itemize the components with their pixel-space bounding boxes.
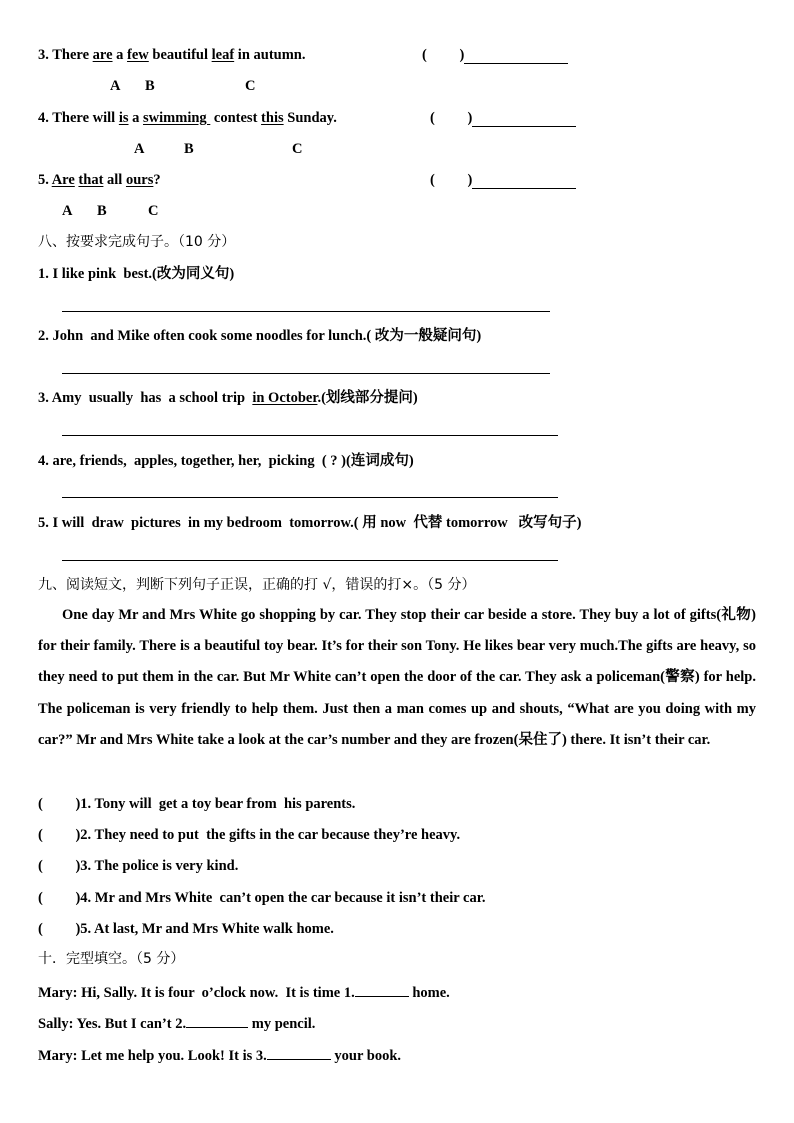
- q5-answer-line[interactable]: [472, 174, 576, 189]
- q5-option-c: C: [148, 203, 159, 219]
- q3-answer-parens[interactable]: [422, 46, 568, 64]
- s8-item-3: [38, 389, 418, 407]
- cloze-line-3-tail: your book.: [330, 1048, 402, 1064]
- question-3: [38, 46, 306, 64]
- answer-parens: ( ): [430, 172, 473, 188]
- q5-option-a: A: [62, 203, 73, 219]
- tf-item-2[interactable]: ( )2. They need to put the gifts in the car because they’re heavy.: [38, 827, 461, 843]
- cloze-line-2-text: Sally: Yes. But I can’t 2.: [38, 1016, 187, 1032]
- s8-answer-line-3[interactable]: [62, 435, 558, 436]
- s8-item-3-tail: .(划线部分提问): [317, 390, 418, 406]
- q5-underlined-c: ours: [125, 172, 154, 188]
- q4-option-c: C: [292, 141, 303, 157]
- s8-answer-line-1[interactable]: [62, 311, 550, 312]
- q3-text: beautiful: [148, 47, 212, 63]
- answer-parens: ( ): [422, 47, 465, 63]
- q4-text: There will: [52, 110, 119, 126]
- tf-item-5[interactable]: ( )5. At last, Mr and Mrs White walk home.: [38, 921, 334, 937]
- q4-text: a: [128, 110, 144, 126]
- q4-underlined-c: this: [261, 110, 284, 126]
- q4-underlined-b: swimming: [143, 110, 211, 126]
- cloze-line-3-text: Mary: Let me help you. Look! It is 3.: [38, 1048, 267, 1064]
- s8-answer-line-4[interactable]: [62, 497, 558, 498]
- cloze-line-2: [38, 1013, 315, 1033]
- q3-number: 3.: [38, 47, 53, 63]
- s8-item-1: 1. I like pink best.(改为同义句): [38, 266, 235, 282]
- tf-item-3[interactable]: ( )3. The police is very kind.: [38, 858, 239, 874]
- tf-item-4[interactable]: ( )4. Mr and Mrs White can’t open the car because it isn’t their car.: [38, 890, 486, 906]
- s8-item-2: 2. John and Mike often cook some noodles for lunch.( 改为一般疑问句): [38, 328, 482, 344]
- cloze-line-2-tail: my pencil.: [248, 1016, 316, 1032]
- tf-item-1[interactable]: ( )1. Tony will get a toy bear from his parents.: [38, 796, 356, 812]
- q5-underlined-a: Are: [51, 172, 75, 188]
- q4-option-b: B: [184, 141, 194, 157]
- q4-option-a: A: [134, 141, 145, 157]
- q4-underlined-a: is: [118, 110, 129, 126]
- q5-text: all: [103, 172, 126, 188]
- q3-text: There: [52, 47, 93, 63]
- q3-option-c: C: [245, 78, 256, 94]
- q5-number: 5.: [38, 172, 52, 188]
- q4-text: Sunday.: [283, 110, 337, 126]
- cloze-blank-1[interactable]: [355, 982, 409, 997]
- cloze-blank-2[interactable]: [186, 1013, 248, 1028]
- q3-option-a: A: [110, 78, 121, 94]
- q4-answer-line[interactable]: [472, 112, 576, 127]
- q3-underlined-c: leaf: [211, 47, 235, 63]
- s8-item-3-text: 3. Amy usually has a school trip: [38, 390, 253, 406]
- s8-item-5: 5. I will draw pictures in my bedroom tomorrow.( 用 now 代替 tomorrow 改写句子): [38, 515, 582, 531]
- q3-underlined-b: few: [127, 47, 149, 63]
- q5-underlined-b: that: [78, 172, 104, 188]
- cloze-line-1-tail: home.: [408, 985, 450, 1001]
- q3-text: in autumn.: [234, 47, 306, 63]
- s8-item-4: 4. are, friends, apples, together, her, picking ( ? )(连词成句): [38, 453, 414, 469]
- section-9-heading: 九、阅读短文，判断下列句子正误，正确的打 √，错误的打×。（5 分）: [38, 577, 476, 593]
- q5-answer-parens[interactable]: [430, 171, 576, 189]
- q4-text: contest: [210, 110, 262, 126]
- question-5: [38, 171, 161, 189]
- q3-option-b: B: [145, 78, 155, 94]
- q5-option-b: B: [97, 203, 107, 219]
- section-8-heading: 八、按要求完成句子。（10 分）: [38, 234, 236, 250]
- cloze-line-1-text: Mary: Hi, Sally. It is four o’clock now. It is time 1.: [38, 985, 355, 1001]
- s8-item-3-underlined: in October: [252, 390, 318, 406]
- s8-answer-line-5[interactable]: [62, 560, 558, 561]
- cloze-blank-3[interactable]: [267, 1045, 331, 1060]
- s8-answer-line-2[interactable]: [62, 373, 550, 374]
- q4-answer-parens[interactable]: [430, 109, 576, 127]
- cloze-line-1: [38, 982, 450, 1002]
- reading-passage: One day Mr and Mrs White go shopping by car. They stop their car beside a store. They buy a lot of gifts(礼物) for their family. There is a beautiful toy bear. It’s for their son Tony. He likes bear very much.The gifts are heavy, so they need to put them in the car. But Mr White can’t open the door of the car. They ask a policeman(警察) for help. The policeman is very friendly to help them. Just then a man comes up and shouts, “What are you doing with my car?” Mr and Mrs White take a look at the car’s number and they are frozen(呆住了) there. It isn’t their car.: [38, 607, 756, 748]
- q3-answer-line[interactable]: [464, 49, 568, 64]
- q4-number: 4.: [38, 110, 53, 126]
- q5-text: ?: [153, 172, 161, 188]
- question-4: [38, 109, 337, 127]
- q3-underlined-a: are: [92, 47, 113, 63]
- section-10-heading: 十．完型填空。（5 分）: [38, 951, 185, 967]
- q3-text: a: [112, 47, 128, 63]
- answer-parens: ( ): [430, 110, 473, 126]
- cloze-line-3: [38, 1045, 401, 1065]
